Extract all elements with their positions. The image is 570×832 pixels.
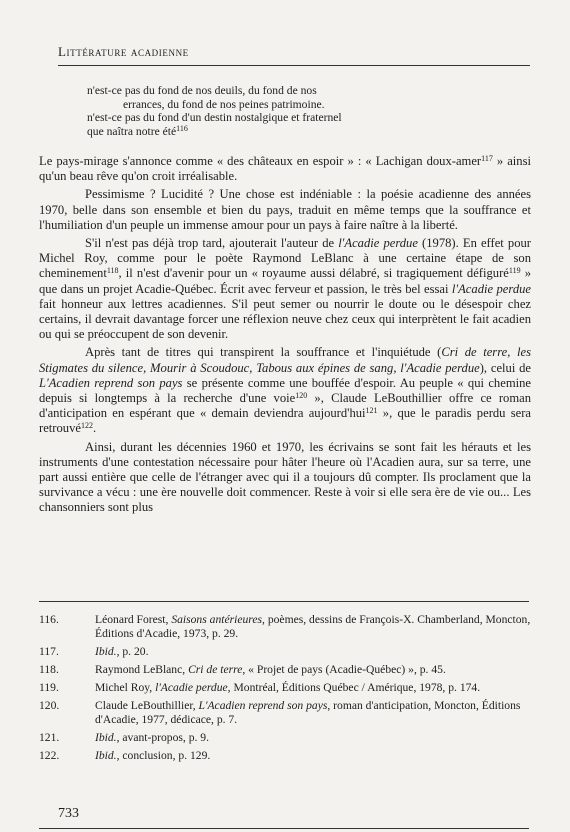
- footnotes: [39, 613, 531, 767]
- footnote: [39, 731, 531, 745]
- footnote-ref[interactable]: 116: [176, 123, 188, 133]
- footer-rule: [39, 828, 529, 829]
- footnote-text: Claude LeBouthillier, L'Acadien reprend son pays, roman d'anticipation, Moncton, Éditions d'Acadie, 1977, dédicace, p. 7.: [95, 699, 521, 726]
- text-run: se présente comme une bouffée d'espoir. Au peuple « qui chemine depuis si longtemps à la recherche d'une voie: [39, 375, 531, 406]
- text-run: ), celui de: [479, 360, 531, 375]
- footnote-number: 120.: [39, 699, 60, 712]
- footnote-number: 116.: [39, 613, 59, 626]
- footnote-text: Ibid., avant-propos, p. 9.: [95, 731, 209, 744]
- footnote-number: 118.: [39, 663, 59, 676]
- text-run: Après tant de titres qui transpirent la souffrance et l'inquiétude (: [85, 345, 442, 360]
- footnote-number: 119.: [39, 681, 59, 694]
- verse-line-text: n'est-ce pas du fond d'un destin nostalgique et fraternel: [87, 111, 342, 124]
- text-run: , il n'est d'avenir pour un « royaume aussi délabré, si tragiquement défiguré: [118, 266, 509, 281]
- verse-line: [87, 84, 417, 98]
- verse-line-text: errances, du fond de nos peines patrimoine.: [123, 97, 325, 111]
- paragraph: Pessimisme ? Lucidité ? Une chose est indéniable : la poésie acadienne des années 1970, belle dans son ensemble et bien du pays, traduit en même temps que la souffrance et l'humiliation d'un peuple un immense amour pour un pays à faire naître à la liberté.: [39, 187, 531, 232]
- footnote-ref[interactable]: 118: [106, 266, 119, 276]
- footnote-text: Ibid., conclusion, p. 129.: [95, 749, 211, 762]
- text-run: Le pays-mirage s'annonce comme « des châteaux en espoir » : « Lachigan doux-amer: [39, 154, 482, 168]
- footnote: [39, 699, 531, 727]
- footnote-text: Michel Roy, l'Acadie perdue, Montréal, Éditions Québec / Amérique, 1978, p. 174.: [95, 681, 481, 694]
- footnote-ref[interactable]: 120: [295, 391, 308, 401]
- footnote: [39, 645, 531, 659]
- footnote: [39, 663, 531, 677]
- book-title: l'Acadie perdue: [338, 236, 418, 251]
- paragraph: [39, 154, 531, 184]
- verse-quotation: [87, 84, 417, 138]
- verse-line: [87, 111, 417, 125]
- verse-line: [87, 98, 417, 112]
- footnote-ref[interactable]: 122: [80, 421, 93, 431]
- footnote-text: Ibid., p. 20.: [95, 645, 149, 658]
- footnote: [39, 613, 531, 641]
- footnote-ref[interactable]: 117: [481, 154, 493, 163]
- paragraph: [39, 345, 531, 436]
- header-rule: [58, 65, 530, 66]
- paragraph: [39, 236, 531, 342]
- text-run: .: [92, 421, 97, 436]
- text-run: fait honneur aux lettres acadiennes. S'il peut semer ou nourrir le doute ou le désespoir chez certains, il devrait davantage forcer une réflexion neuve chez ceux qui interprètent le fait acadien ou qui se préoccupent de son devenir.: [39, 296, 531, 342]
- footnote-number: 122.: [39, 749, 60, 762]
- verse-line-text: que naîtra notre été: [87, 124, 177, 138]
- text-run: S'il n'est pas déjà trop tard, ajouterait l'auteur de: [85, 236, 339, 251]
- footnote: [39, 681, 531, 695]
- footnotes-rule: [39, 601, 529, 602]
- footnote-ref[interactable]: 121: [365, 406, 378, 416]
- footnote-number: 121.: [39, 731, 60, 744]
- text-run: », Claude LeBouthillier offre ce roman d'anticipation en espérant que « demain deviendra aujourd'hui: [39, 391, 531, 421]
- paragraph: Ainsi, durant les décennies 1960 et 1970, les écrivains se sont fait les hérauts et les instruments d'une contestation nécessaire pour hâter l'heure où l'Acadien aura, sur sa terre, une part aussi entière que celle de l'étranger avec qui il a toujours dû compter. Ils proclament que la survivance a vécu : une ère nouvelle doit commencer. Reste à voir si elle sera ère de vie ou... Les chansonniers sont plus: [39, 439, 531, 515]
- text-run: » que dans un projet Acadie-Québec. Écrit avec ferveur et passion, le très bel essai: [39, 266, 531, 296]
- verse-line-text: n'est-ce pas du fond de nos deuils, du fond de nos: [87, 84, 317, 97]
- running-head: Littérature acadienne: [58, 44, 189, 59]
- text-run: » ainsi qu'un beau rêve qu'on croit irréalisable.: [39, 154, 531, 184]
- text-run: », que le paradis perdu sera retrouvé: [39, 406, 531, 436]
- text-run: (1978). En effet pour Michel Roy, comme pour le poète Raymond LeBlanc à une certaine étape de son cheminement: [39, 236, 531, 281]
- page-number: 733: [58, 806, 79, 821]
- book-title: L'Acadien reprend son pays: [39, 375, 183, 390]
- book-title: l'Acadie perdue: [451, 281, 532, 296]
- footnote-text: Léonard Forest, Saisons antérieures, poèmes, dessins de François-X. Chamberland, Moncton, Éditions d'Acadie, 1973, p. 29.: [95, 613, 531, 640]
- footnote-text: Raymond LeBlanc, Cri de terre, « Projet de pays (Acadie-Québec) », p. 45.: [95, 663, 446, 676]
- footnote: [39, 749, 531, 763]
- body-text: [39, 154, 531, 519]
- verse-line: [87, 125, 417, 139]
- footnote-ref[interactable]: 119: [508, 266, 521, 276]
- book-title: Cri de terre, les Stigmates du silence, Mourir à Scoudouc, Tabous aux épines de sang, l'Acadie perdue: [39, 345, 531, 375]
- footnote-number: 117.: [39, 645, 59, 658]
